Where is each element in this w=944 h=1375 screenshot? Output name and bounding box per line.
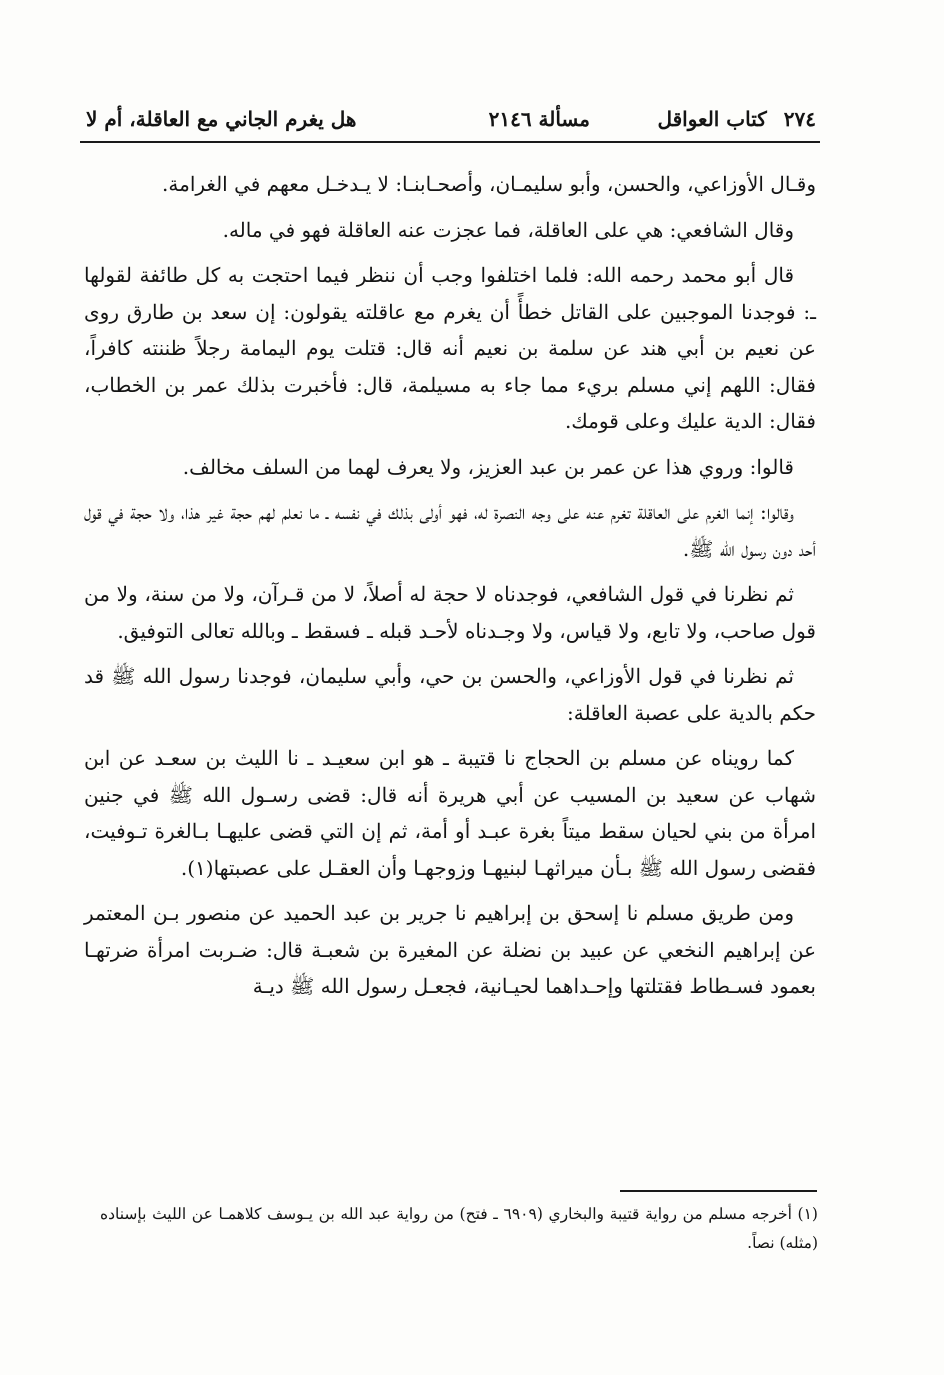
paragraph: قالوا: وروي هذا عن عمر بن عبد العزيز، ولا يعرف لهما من السلف مخالف. [182, 454, 794, 479]
page-number: ٢٧٤ [783, 107, 816, 131]
footnote-divider [620, 1190, 817, 1192]
header-book-info [657, 104, 816, 134]
section-question: هل يغرم الجاني مع العاقلة، أم لا [86, 107, 357, 131]
paragraph: وقال الشافعي: هي على العاقلة، فما عجزت عنه العاقلة فهو في ماله. [222, 217, 794, 242]
paragraph: وقالوا: إنما الغرم على العاقلة تغرم عنه على وجه النصرة له، فهو أولى بذلك في نفسه ـ ما نعلم لهم حجة غير هذا، ولا حجة في قول أحد دون رسول الله ﷺ. [84, 500, 816, 561]
issue-number: مسألة ٢١٤٦ [488, 107, 590, 131]
main-text [84, 166, 816, 1014]
header-divider [80, 141, 820, 143]
paragraph: ومن طريق مسلم نا إسحق بن إبراهيم نا جرير بن عبد الحميد عن منصور بـن المعتمر عن إبراهيم النخعي عن عبيد بن نضلة عن المغيرة بن شعبـة قال: ضـربت امرأة ضرتهـا بعمود فسـطاط فقتلتها وإحـداهما لحيـانية، فجعـل رسول الله ﷺ ديـة [84, 901, 816, 998]
page-header [86, 104, 816, 138]
paragraph: كما رويناه عن مسلم بن الحجاج نا قتيبة ـ هو ابن سعيـد ـ نا الليث بن سعـد عن ابن شهاب عن سعيد بن المسيب عن أبي هريرة أنه قال: قضى رسـول الله ﷺ في جنين امرأة من بني لحيان سقط ميتاً بغرة عبـد أو أمة، ثم إن التي قضى عليهـا بـالغرة تـوفيت، فقضى رسول الله ﷺ بـأن ميراثهـا لبنيهـا وزوجهـا وأن العقـل على عصبتها(١). [84, 746, 816, 880]
book-title: كتاب العواقل [657, 107, 767, 131]
paragraph: قال أبو محمد رحمه الله: فلما اختلفوا وجب أن ننظر فيما احتجت به كل طائفة لقولها ـ: فوجدنا الموجبين على القاتل خطأً أن يغرم مع عاقلته يقولون: إن سعد بن طارق روى عن نعيم بن أبي هند عن سلمة بن نعيم أنه قال: قتلت يوم اليمامة رجلاً ظننته كافراً، فقال: اللهم إني مسلم بريء مما جاء به مسيلمة، قال: فأخبرت بذلك عمر بن الخطاب، فقال: الدية عليك وعلى قومك. [84, 263, 816, 433]
paragraph: ثم نظرنا في قول الأوزاعي، والحسن بن حي، وأبي سليمان، فوجدنا رسول الله ﷺ قد حكم بالدية على عصبة العاقلة: [84, 664, 816, 725]
footnote: (١) أخرجه مسلم من رواية قتيبة والبخاري (٦٩٠٩ ـ فتح) من رواية عبد الله بن يـوسف كلاهمـا عن الليث بإسناده (مثله) نصاً. [100, 1205, 818, 1252]
paragraph: ثم نظرنا في قول الشافعي، فوجدناه لا حجة له أصلاً، لا من قـرآن، ولا من سنة، ولا من قول صاحب، ولا تابع، ولا قياس، ولا وجـدناه لأحـد قبله ـ فسقط ـ وبالله تعالى التوفيق. [84, 582, 816, 643]
paragraph: وقـال الأوزاعي، والحسن، وأبو سليمـان، وأصحـابنـا: لا يـدخـل معهم في الغرامة. [162, 172, 816, 196]
